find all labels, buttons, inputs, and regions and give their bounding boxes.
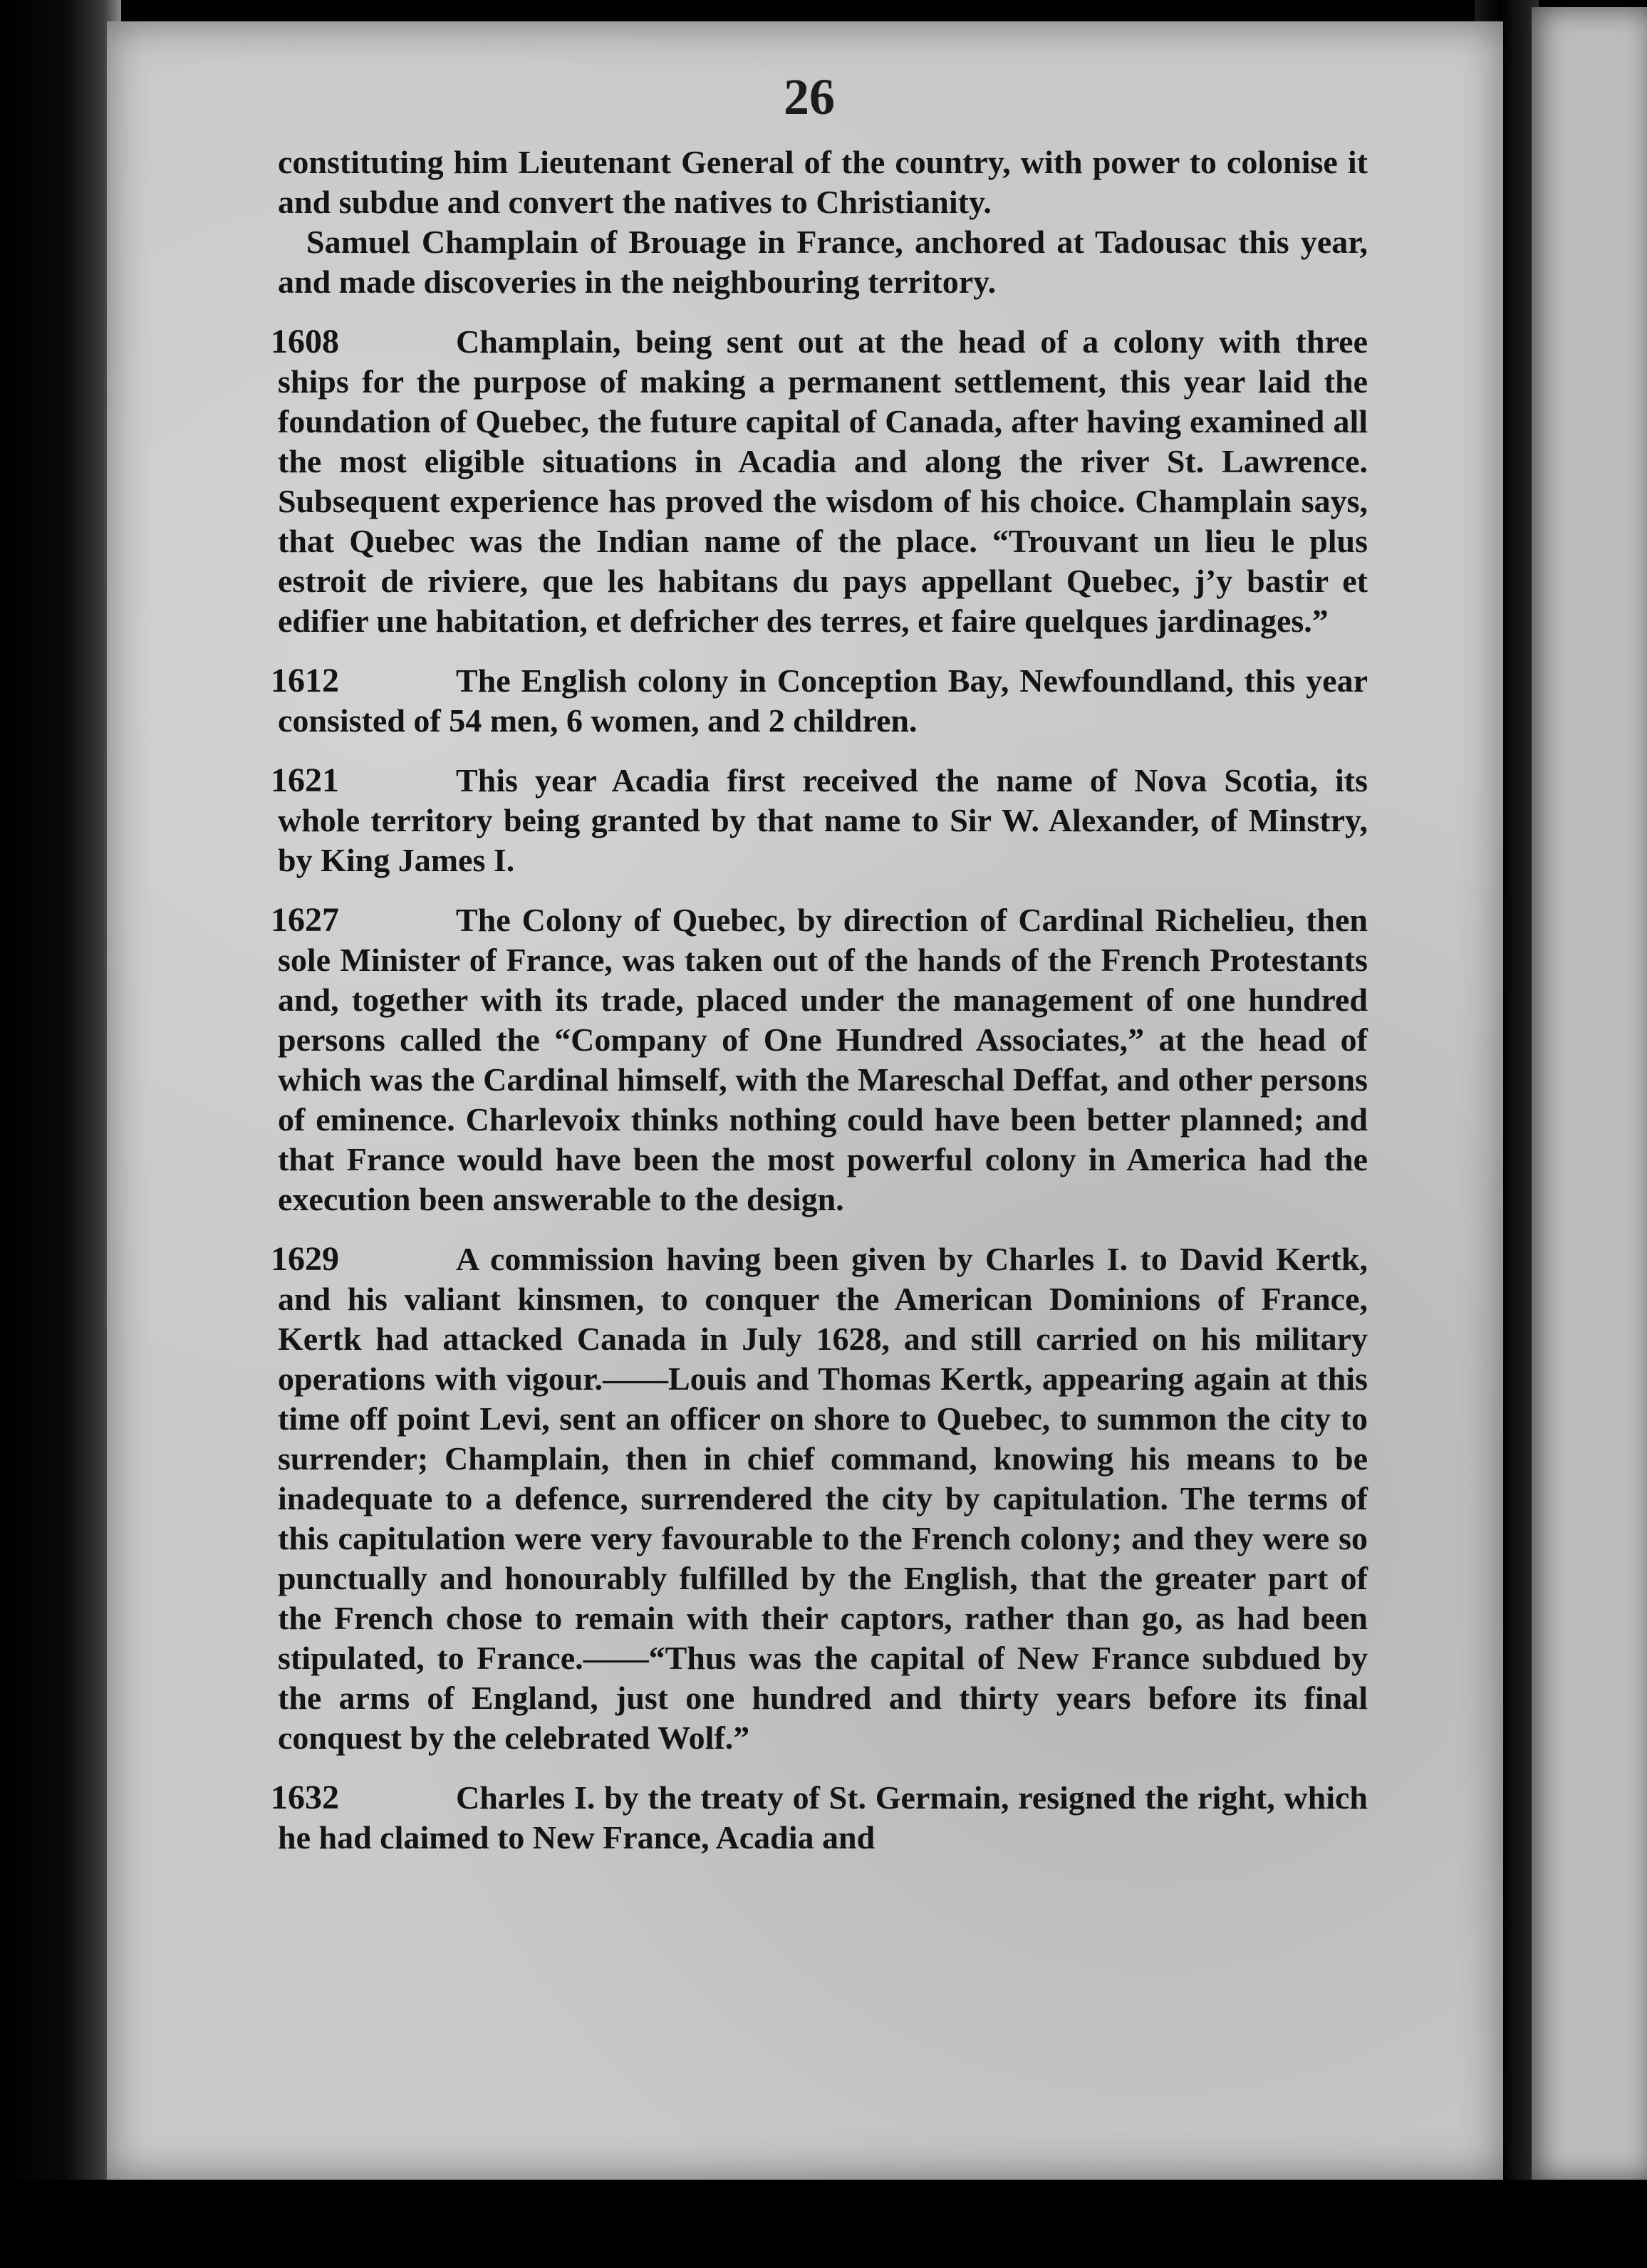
entry-year: 1612 xyxy=(271,662,339,699)
entry-text: The English colony in Conception Bay, Newfoundland, this year consisted of 54 men, 6 women, and 2 children. xyxy=(278,662,1368,739)
chronology-entry xyxy=(271,761,1368,880)
entry-text: The Colony of Quebec, by direction of Cardinal Richelieu, then sole Minister of France, was taken out of the hands of the French Protestants and, together with its trade, placed under the management of one hundred persons called the “Company of One Hundred Associates,” at the head of which was the Cardinal himself, with the Mareschal Deffat, and other persons of eminence. Charlevoix thinks nothing could have been better planned; and that France would have been the most powerful colony in America had the execution been answerable to the design. xyxy=(278,902,1368,1217)
entry-year: 1629 xyxy=(271,1240,339,1278)
entry-year: 1608 xyxy=(271,323,339,360)
chronology-entry xyxy=(271,1778,1368,1858)
entry-text: A commission having been given by Charles I. to David Kertk, and his valiant kinsmen, to conquer the American Dominions of France, Kertk had attacked Canada in July 1628, and still carried on his military operations with vigour.——Louis and Thomas Kertk, appearing again at this time off point Levi, sent an officer on shore to Quebec, to summon the city to surrender; Champlain, then in chief command, knowing his means to be inadequate to a defence, surrendered the city by capitulation. The terms of this capitulation were very favourable to the French colony; and they were so punctually and honourably fulfilled by the English, that the greater part of the French chose to remain with their captors, rather than go, as had been stipulated, to France.——“Thus was the capital of New France subdued by the arms of England, just one hundred and thirty years before its final conquest by the celebrated Wolf.” xyxy=(278,1241,1368,1756)
chronology-entry xyxy=(271,900,1368,1219)
lead-paragraph xyxy=(278,142,1368,302)
lead-text: constituting him Lieutenant General of the country, with power to colonise it and subdue and convert the natives to Christianity. xyxy=(278,144,1368,220)
entry-year: 1621 xyxy=(271,761,339,799)
bottom-scan-border xyxy=(0,2180,1647,2268)
chronology-entry xyxy=(271,661,1368,741)
chronology-entry xyxy=(271,322,1368,641)
entry-year: 1632 xyxy=(271,1779,339,1816)
entry-text: This year Acadia first received the name of Nova Scotia, its whole territory being granted by that name to Sir W. Alexander, of Minstry, by King James I. xyxy=(278,762,1368,878)
page-text xyxy=(271,142,1368,1878)
left-scan-border xyxy=(0,0,121,2268)
page-number: 26 xyxy=(784,68,835,125)
chronology-entry xyxy=(271,1239,1368,1758)
facing-page-edge xyxy=(1532,7,1647,2180)
lead-second-text: Samuel Champlain of Brouage in France, anchored at Tadousac this year, and made discoveries in the neighbouring territory. xyxy=(278,224,1368,300)
entry-text: Champlain, being sent out at the head of a colony with three ships for the purpose of making a permanent settlement, this year laid the foundation of Quebec, the future capital of Canada, after having examined all the most eligible situations in Acadia and along the river St. Lawrence. Subsequent experience has proved the wisdom of his choice. Champlain says, that Quebec was the Indian name of the place. “Trouvant un lieu le plus estroit de riviere, que les habitans du pays appellant Quebec, j’y bastir et edifier une habitation, et defricher des terres, et faire quelques jardinages.” xyxy=(278,323,1368,639)
entry-text: Charles I. by the treaty of St. Germain, resigned the right, which he had claimed to New France, Acadia and xyxy=(278,1779,1368,1856)
entry-year: 1627 xyxy=(271,901,339,939)
